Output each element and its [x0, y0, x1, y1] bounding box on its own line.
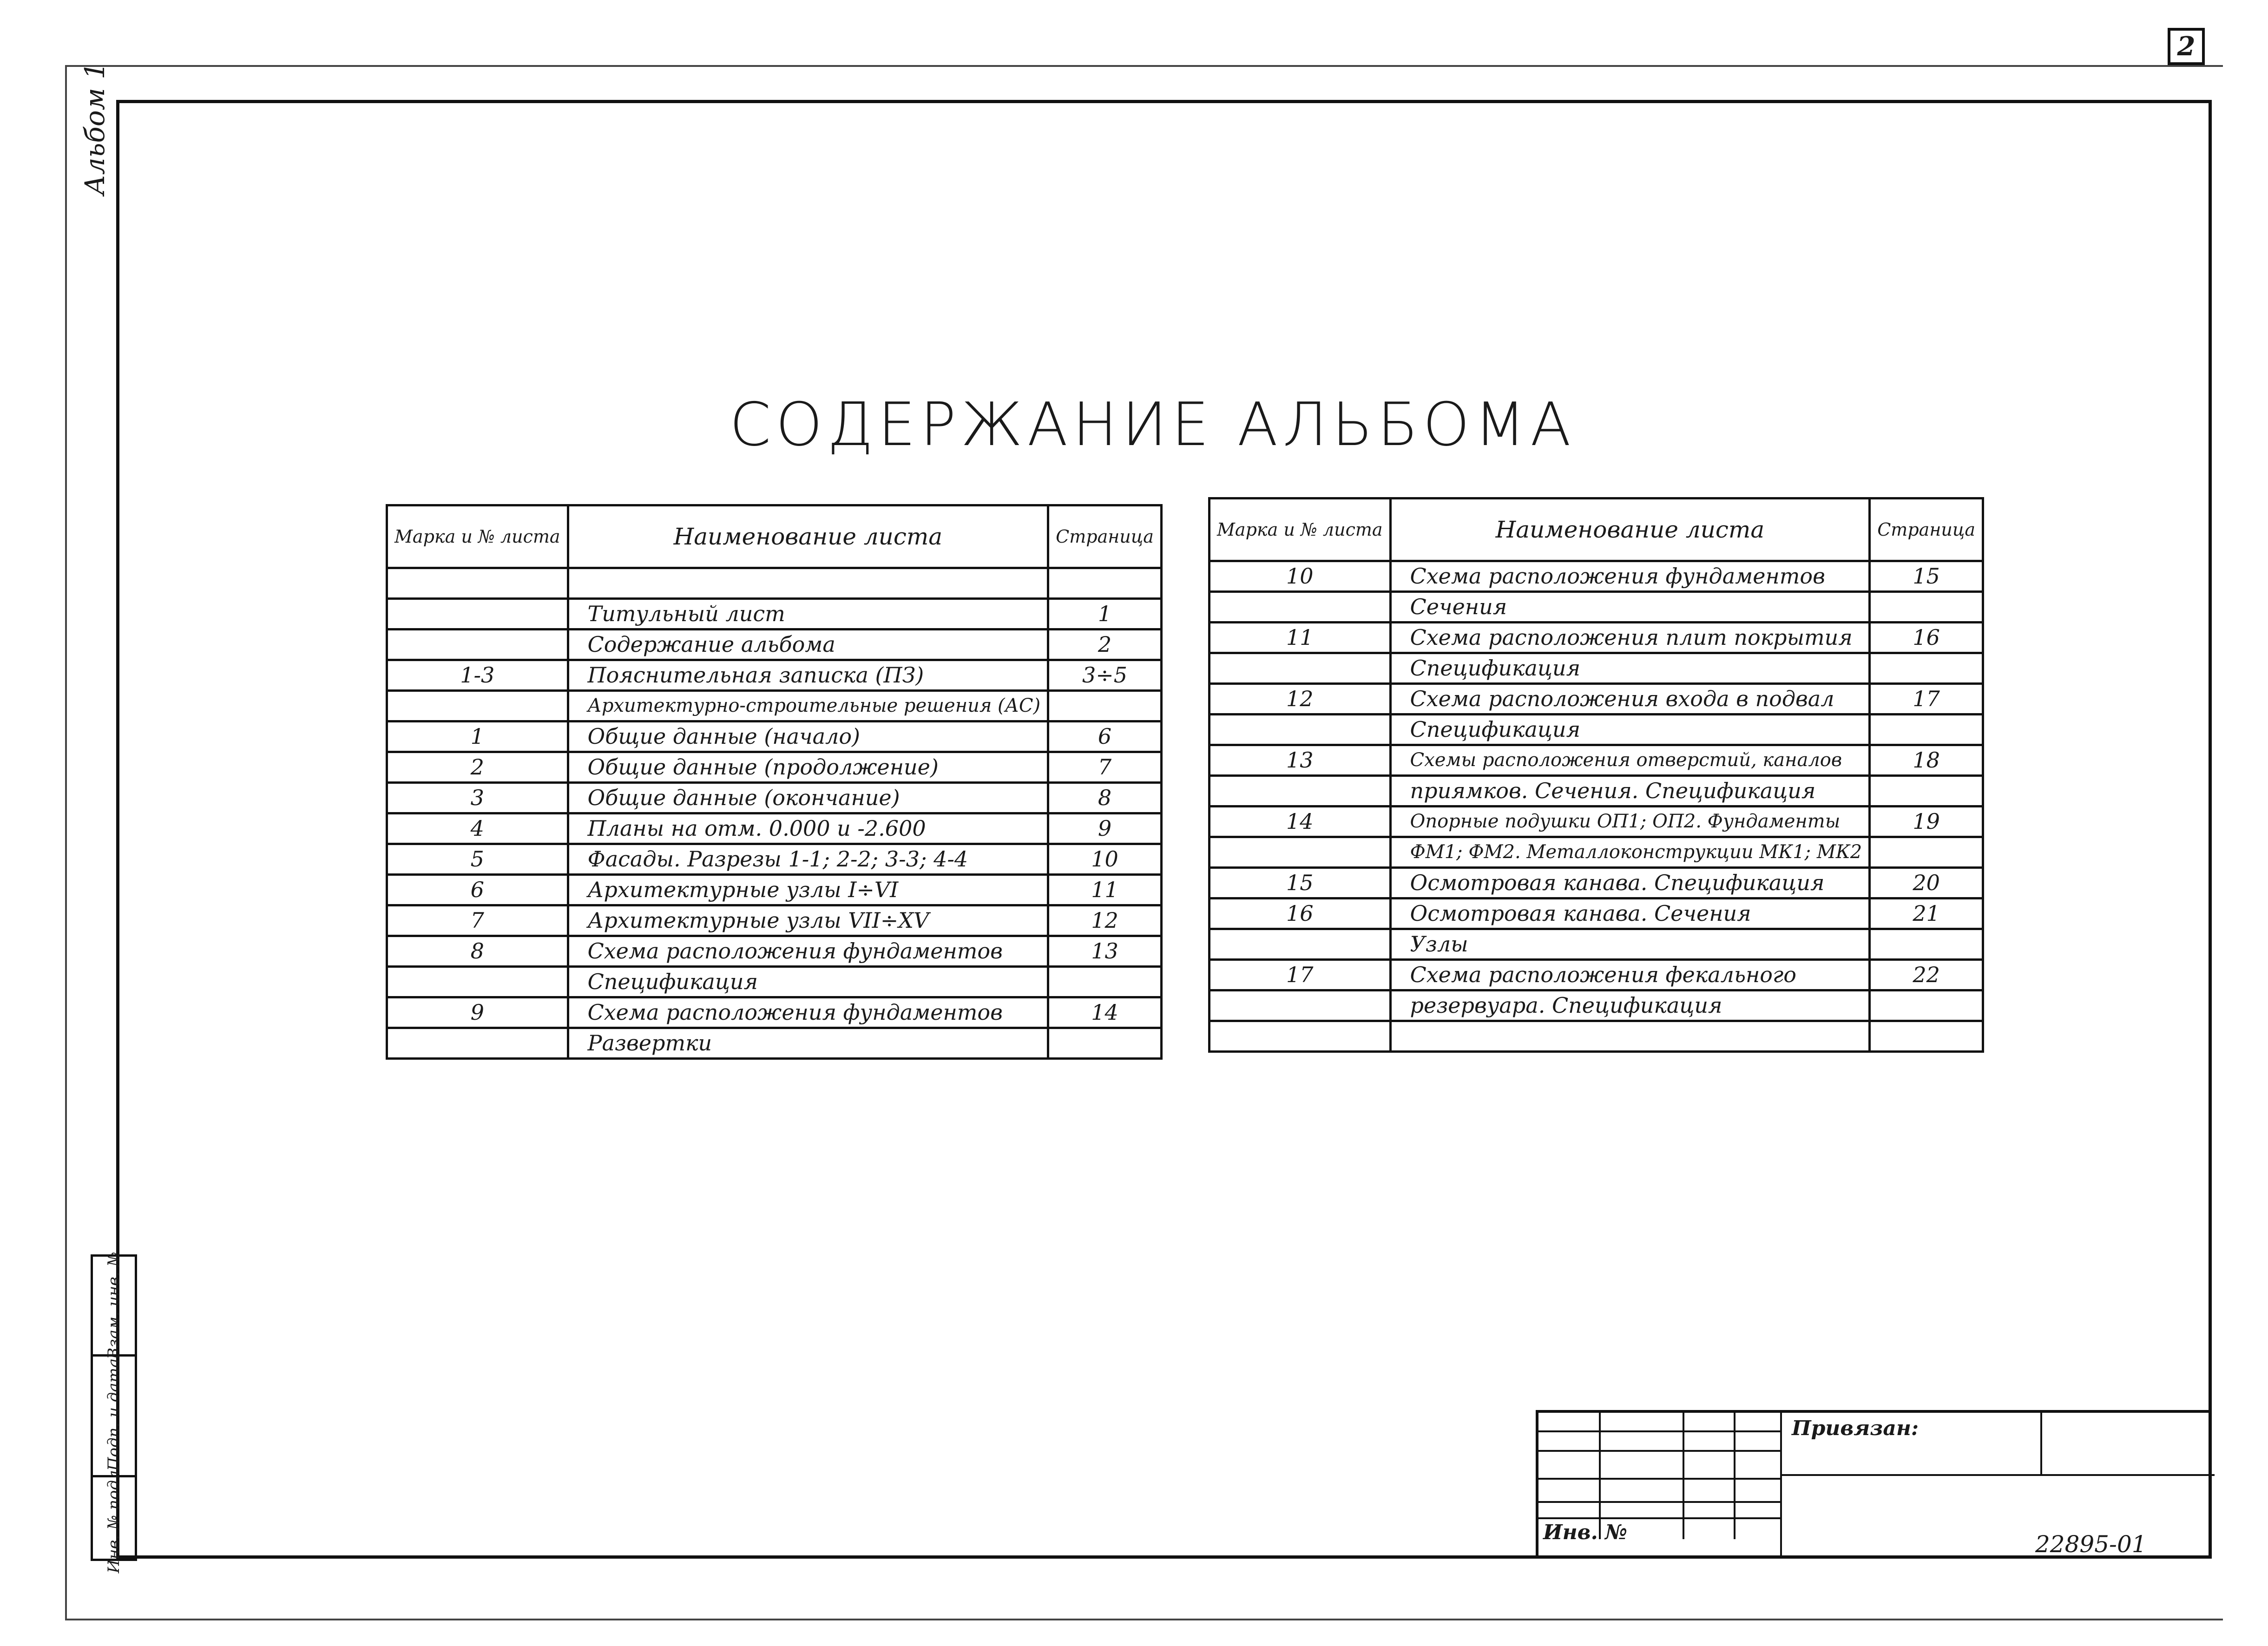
tb-row-line	[1538, 1517, 1780, 1519]
toc-row	[1210, 623, 1983, 653]
toc-page-cell	[1870, 837, 1983, 868]
toc-page-cell	[1048, 1028, 1162, 1059]
toc-name-cell: Осмотровая канава. Сечения	[1390, 898, 1870, 929]
toc-mark-cell	[387, 691, 568, 721]
toc-page-cell: 20	[1870, 868, 1983, 898]
toc-mark-cell: 5	[387, 844, 568, 875]
toc-page-cell: 15	[1870, 561, 1983, 592]
toc-mark-cell: 17	[1210, 960, 1391, 990]
toc-mark-cell: 10	[1210, 561, 1391, 592]
toc-name-cell: Содержание альбома	[568, 630, 1048, 660]
toc-row	[1210, 745, 1983, 776]
toc-page-cell	[1870, 929, 1983, 960]
tb-col-line	[2040, 1413, 2042, 1475]
tb-row-line	[1538, 1478, 1780, 1480]
toc-name-cell: Спецификация	[1390, 653, 1870, 684]
document-code: 22895-01	[2035, 1531, 2147, 1558]
toc-mark-cell: 1	[387, 721, 568, 752]
toc-page-cell: 16	[1870, 623, 1983, 653]
stamp-vzam-inv: Взам. инв. №	[105, 1252, 123, 1359]
toc-mark-cell	[1210, 653, 1391, 684]
toc-page-cell: 22	[1870, 960, 1983, 990]
toc-mark-cell	[387, 630, 568, 660]
toc-name-cell: Общие данные (продолжение)	[568, 752, 1048, 783]
toc-page-cell: 12	[1048, 905, 1162, 936]
header-name: Наименование листа	[1390, 498, 1870, 561]
toc-page-cell	[1870, 653, 1983, 684]
tb-row-line	[1780, 1474, 2215, 1476]
header-page: Страница	[1048, 505, 1162, 568]
toc-row	[387, 905, 1162, 936]
toc-left-body	[387, 568, 1162, 1059]
toc-row	[387, 997, 1162, 1028]
toc-mark-cell: 7	[387, 905, 568, 936]
toc-name-cell: Архитектурно-строительные решения (АС)	[568, 691, 1048, 721]
toc-name-cell: Сечения	[1390, 592, 1870, 623]
toc-mark-cell	[1210, 929, 1391, 960]
toc-mark-cell: 2	[387, 752, 568, 783]
toc-row	[1210, 929, 1983, 960]
toc-row	[1210, 960, 1983, 990]
toc-row	[387, 721, 1162, 752]
toc-row	[387, 660, 1162, 691]
toc-name-cell: Пояснительная записка (ПЗ)	[568, 660, 1048, 691]
toc-page-cell: 11	[1048, 875, 1162, 905]
toc-row	[387, 691, 1162, 721]
toc-row	[387, 752, 1162, 783]
toc-mark-cell	[1210, 837, 1391, 868]
tb-row-line	[1538, 1501, 1780, 1503]
toc-name-cell: Узлы	[1390, 929, 1870, 960]
toc-row	[387, 599, 1162, 630]
toc-page-cell: 17	[1870, 684, 1983, 715]
toc-page-cell: 1	[1048, 599, 1162, 630]
toc-mark-cell	[1210, 715, 1391, 745]
toc-page-cell	[1048, 967, 1162, 997]
left-approval-stamp	[91, 1252, 137, 1574]
toc-page-cell	[1870, 776, 1983, 807]
toc-page-cell	[1870, 592, 1983, 623]
toc-name-cell: Планы на отм. 0.000 и -2.600	[568, 813, 1048, 844]
toc-name-cell: Схема расположения фундаментов	[568, 936, 1048, 967]
toc-name-cell: Архитектурные узлы I÷VI	[568, 875, 1048, 905]
toc-mark-cell: 4	[387, 813, 568, 844]
toc-row	[1210, 561, 1983, 592]
toc-name-cell: Спецификация	[568, 967, 1048, 997]
toc-table-right	[1208, 497, 1984, 1053]
tb-col-line	[1780, 1413, 1782, 1559]
toc-name-cell: Схема расположения плит покрытия	[1390, 623, 1870, 653]
toc-row	[1210, 715, 1983, 745]
inv-no-label: Инв. №	[1543, 1521, 1628, 1544]
toc-mark-cell: 12	[1210, 684, 1391, 715]
toc-mark-cell: 1-3	[387, 660, 568, 691]
toc-row	[1210, 837, 1983, 868]
header-page: Страница	[1870, 498, 1983, 561]
toc-mark-cell: 15	[1210, 868, 1391, 898]
toc-name-cell: Схема расположения фундаментов	[568, 997, 1048, 1028]
toc-page-cell: 19	[1870, 807, 1983, 837]
sheet-number: 2	[2168, 28, 2205, 65]
toc-row	[387, 967, 1162, 997]
toc-name-cell: Опорные подушки ОП1; ОП2. Фундаменты	[1390, 807, 1870, 837]
toc-mark-cell: 3	[387, 783, 568, 813]
toc-row	[1210, 1021, 1983, 1052]
toc-row	[387, 630, 1162, 660]
header-name: Наименование листа	[568, 505, 1048, 568]
toc-row	[387, 1028, 1162, 1059]
toc-page-cell: 9	[1048, 813, 1162, 844]
toc-page-cell	[1870, 1021, 1983, 1052]
toc-table-left	[386, 504, 1163, 1060]
toc-name-cell	[568, 568, 1048, 599]
toc-name-cell: Схема расположения фекального	[1390, 960, 1870, 990]
toc-name-cell: приямков. Сечения. Спецификация	[1390, 776, 1870, 807]
toc-name-cell: Спецификация	[1390, 715, 1870, 745]
toc-mark-cell	[387, 967, 568, 997]
toc-name-cell: Схема расположения фундаментов	[1390, 561, 1870, 592]
toc-row	[1210, 776, 1983, 807]
toc-mark-cell: 14	[1210, 807, 1391, 837]
toc-page-cell: 10	[1048, 844, 1162, 875]
toc-page-cell	[1048, 568, 1162, 599]
toc-name-cell	[1390, 1021, 1870, 1052]
toc-name-cell: Общие данные (окончание)	[568, 783, 1048, 813]
toc-mark-cell: 13	[1210, 745, 1391, 776]
toc-row	[1210, 898, 1983, 929]
toc-row	[1210, 990, 1983, 1021]
toc-name-cell: Схема расположения входа в подвал	[1390, 684, 1870, 715]
toc-mark-cell: 8	[387, 936, 568, 967]
toc-row	[387, 936, 1162, 967]
toc-mark-cell: 6	[387, 875, 568, 905]
toc-right-body	[1210, 561, 1983, 1052]
stamp-podp-data: Подп. и дата	[105, 1358, 123, 1471]
toc-mark-cell: 11	[1210, 623, 1391, 653]
toc-row	[387, 875, 1162, 905]
toc-mark-cell	[1210, 990, 1391, 1021]
toc-name-cell: Фасады. Разрезы 1-1; 2-2; 3-3; 4-4	[568, 844, 1048, 875]
toc-name-cell: Общие данные (начало)	[568, 721, 1048, 752]
stamp-inv-podl: Инв. № подл.	[105, 1465, 123, 1574]
toc-page-cell: 6	[1048, 721, 1162, 752]
toc-name-cell: Схемы расположения отверстий, каналов	[1390, 745, 1870, 776]
toc-row	[387, 844, 1162, 875]
toc-page-cell	[1870, 990, 1983, 1021]
toc-page-cell: 3÷5	[1048, 660, 1162, 691]
toc-mark-cell	[387, 568, 568, 599]
header-mark: Марка и № листа	[387, 505, 568, 568]
toc-page-cell	[1048, 691, 1162, 721]
album-label: Альбом 1	[79, 62, 111, 195]
toc-mark-cell: 16	[1210, 898, 1391, 929]
toc-row	[387, 568, 1162, 599]
toc-row	[1210, 807, 1983, 837]
toc-page-cell: 8	[1048, 783, 1162, 813]
page-title: СОДЕРЖАНИЕ АЛЬБОМА	[730, 390, 1576, 459]
toc-page-cell: 18	[1870, 745, 1983, 776]
toc-row	[387, 783, 1162, 813]
toc-row	[1210, 592, 1983, 623]
toc-name-cell: Титульный лист	[568, 599, 1048, 630]
toc-mark-cell	[387, 599, 568, 630]
toc-mark-cell	[387, 1028, 568, 1059]
header-mark: Марка и № листа	[1210, 498, 1391, 561]
toc-row	[1210, 868, 1983, 898]
toc-mark-cell	[1210, 1021, 1391, 1052]
privyazan-label: Привязан:	[1792, 1416, 1919, 1440]
tb-row-line	[1538, 1430, 1780, 1432]
toc-page-cell: 13	[1048, 936, 1162, 967]
toc-name-cell: Осмотровая канава. Спецификация	[1390, 868, 1870, 898]
toc-page-cell: 14	[1048, 997, 1162, 1028]
toc-page-cell	[1870, 715, 1983, 745]
toc-name-cell: Развертки	[568, 1028, 1048, 1059]
toc-mark-cell: 9	[387, 997, 568, 1028]
toc-mark-cell	[1210, 592, 1391, 623]
toc-page-cell: 21	[1870, 898, 1983, 929]
toc-row	[1210, 653, 1983, 684]
toc-page-cell: 7	[1048, 752, 1162, 783]
toc-page-cell: 2	[1048, 630, 1162, 660]
toc-row	[387, 813, 1162, 844]
toc-row	[1210, 684, 1983, 715]
toc-name-cell: Архитектурные узлы VII÷XV	[568, 905, 1048, 936]
tb-row-line	[1538, 1450, 1780, 1452]
toc-mark-cell	[1210, 776, 1391, 807]
toc-name-cell: резервуара. Спецификация	[1390, 990, 1870, 1021]
toc-name-cell: ФМ1; ФМ2. Металлоконструкции МК1; МК2	[1390, 837, 1870, 868]
